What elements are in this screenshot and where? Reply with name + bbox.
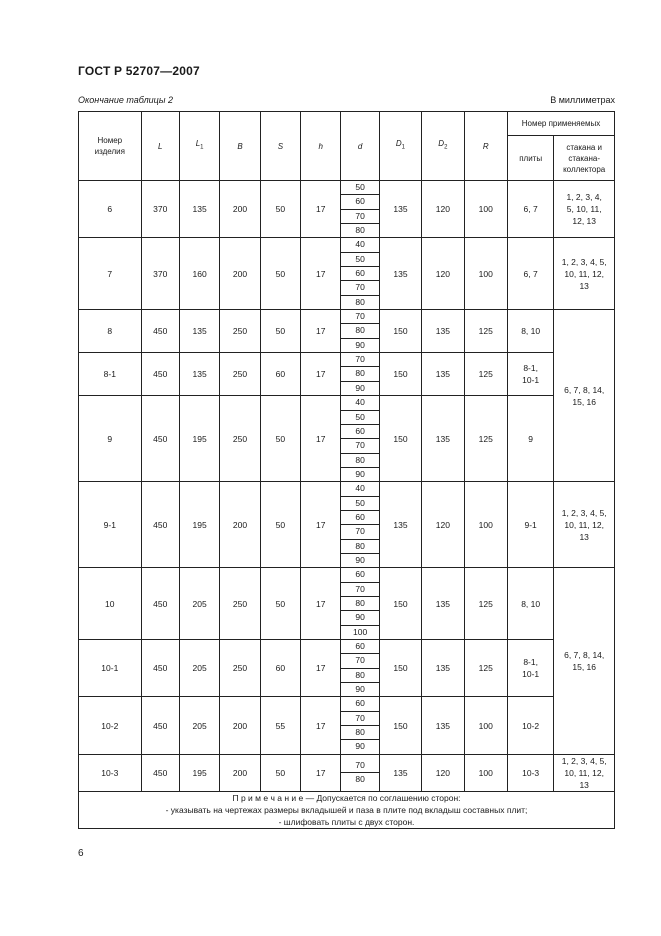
cell-s: 55 (260, 697, 300, 754)
cell-b: 250 (220, 568, 260, 640)
table-note (79, 791, 615, 828)
cell-r: 125 (464, 396, 507, 482)
cell-d-value: 90 (341, 611, 378, 625)
table-row (79, 482, 615, 568)
cell-d-value: 100 (353, 626, 368, 637)
cell-plates (507, 310, 553, 353)
cell-id: 7 (79, 238, 142, 310)
plates-value: 8, 10 (521, 326, 541, 337)
cell-l1: 195 (179, 396, 219, 482)
glass-collector-line: 15, 16 (572, 662, 596, 673)
cell-d-value: 70 (341, 210, 378, 224)
cell-r: 100 (464, 754, 507, 791)
cell-s: 60 (260, 640, 300, 697)
cell-d-value: 80 (341, 324, 378, 338)
cell-l1: 135 (179, 181, 219, 238)
cell-d-value: 70 (341, 281, 378, 295)
cell-d-value: 90 (355, 684, 365, 695)
plates-value: 10-2 (522, 720, 540, 731)
cell-d2: 135 (422, 353, 464, 396)
cell-l1: 205 (179, 568, 219, 640)
cell-plates (507, 181, 553, 238)
cell-id: 9-1 (79, 482, 142, 568)
cell-d-list (341, 697, 379, 754)
glass-collector-line: 1, 2, 3, 4, (566, 192, 602, 203)
plates-value: 9-1 (524, 519, 537, 530)
table-body (79, 181, 615, 792)
cell-glass-collector (554, 482, 615, 568)
plates-value: 6, 7 (523, 204, 538, 215)
cell-glass-collector (554, 568, 615, 754)
cell-d2: 120 (422, 482, 464, 568)
cell-l: 450 (141, 310, 179, 353)
cell-l: 450 (141, 754, 179, 791)
note-cell (79, 791, 615, 828)
glass-collector-line: 10, 11, 12, (564, 268, 604, 279)
cell-d-value: 60 (341, 697, 378, 711)
cell-d-value: 90 (355, 468, 365, 479)
cell-plates (507, 238, 553, 310)
cell-l: 450 (141, 353, 179, 396)
cell-d2: 135 (422, 640, 464, 697)
header-D2: $D_2$ (422, 112, 464, 181)
table-row (79, 181, 615, 238)
cell-l1: 195 (179, 754, 219, 791)
glass-collector-line: 1, 2, 3, 4, 5, (561, 755, 607, 766)
cell-d-value: 60 (341, 511, 378, 525)
table-row (79, 754, 615, 791)
cell-b: 250 (220, 640, 260, 697)
cell-id: 10-3 (79, 754, 142, 791)
cell-r: 125 (464, 640, 507, 697)
header-L1: $L_1$ (179, 112, 219, 181)
cell-d-value: 80 (355, 296, 365, 307)
cell-l: 450 (141, 482, 179, 568)
cell-r: 100 (464, 697, 507, 754)
cell-s: 50 (260, 396, 300, 482)
cell-d1: 150 (379, 353, 421, 396)
cell-d1: 135 (379, 238, 421, 310)
units-label: В миллиметрах (550, 95, 615, 105)
cell-d-value: 50 (341, 497, 378, 511)
cell-plates (507, 640, 553, 697)
cell-d-value: 70 (341, 439, 378, 453)
cell-s: 50 (260, 482, 300, 568)
cell-d-value: 60 (341, 267, 378, 281)
table-row (79, 640, 615, 697)
plates-value: 9 (528, 433, 534, 444)
cell-d-list (341, 754, 379, 791)
cell-d-value: 60 (341, 425, 378, 439)
header-d: d (341, 112, 379, 181)
cell-l: 450 (141, 568, 179, 640)
header-applied-numbers: Номер применяемых (507, 112, 614, 136)
glass-collector-line: 12, 13 (572, 216, 596, 227)
cell-id: 10 (79, 568, 142, 640)
cell-d-list (341, 482, 379, 568)
cell-h: 17 (301, 482, 341, 568)
cell-d-value: 40 (341, 238, 378, 252)
cell-d-value: 50 (341, 253, 378, 267)
cell-l1: 205 (179, 640, 219, 697)
plates-value: 8-1, (523, 363, 538, 374)
cell-r: 100 (464, 181, 507, 238)
cell-l: 450 (141, 697, 179, 754)
cell-h: 17 (301, 310, 341, 353)
cell-glass-collector (554, 310, 615, 482)
glass-collector-line: 6, 7, 8, 14, (564, 384, 605, 395)
cell-h: 17 (301, 754, 341, 791)
cell-d1: 150 (379, 568, 421, 640)
note-line: - указывать на чертежах размеры вкладышей и паза в плите под вкладыш составных плит; (165, 804, 528, 815)
glass-collector-line: 15, 16 (572, 396, 596, 407)
cell-d1: 135 (379, 754, 421, 791)
header-glass-collector: стакана и стакана- коллектора (554, 136, 615, 181)
cell-l: 370 (141, 238, 179, 310)
cell-d2: 135 (422, 310, 464, 353)
cell-plates (507, 353, 553, 396)
cell-b: 200 (220, 181, 260, 238)
glass-collector-line: 10, 11, 12, (564, 767, 604, 778)
cell-l: 450 (141, 640, 179, 697)
cell-glass-collector (554, 754, 615, 791)
table-row (79, 310, 615, 353)
cell-id: 8-1 (79, 353, 142, 396)
plates-value-line2: 10-1 (522, 669, 540, 680)
cell-d-value: 70 (341, 310, 378, 324)
cell-d1: 150 (379, 697, 421, 754)
cell-b: 200 (220, 238, 260, 310)
cell-d-value: 80 (341, 540, 378, 554)
cell-l1: 160 (179, 238, 219, 310)
cell-d-value: 70 (341, 583, 378, 597)
header-L: L (141, 112, 179, 181)
cell-d-value: 80 (355, 225, 365, 236)
cell-d-list (341, 396, 379, 482)
cell-d-value: 90 (355, 382, 365, 393)
cell-l1: 135 (179, 353, 219, 396)
cell-glass-collector (554, 181, 615, 238)
cell-b: 200 (220, 482, 260, 568)
header-plates: плиты (507, 136, 553, 181)
cell-d-value: 90 (355, 741, 365, 752)
header-S: S (260, 112, 300, 181)
cell-d-value: 60 (341, 640, 378, 654)
cell-h: 17 (301, 697, 341, 754)
cell-d2: 135 (422, 396, 464, 482)
cell-id: 8 (79, 310, 142, 353)
header-product-number: Номер изделия (79, 112, 142, 181)
cell-d-value: 50 (341, 181, 378, 195)
cell-d-value: 40 (341, 396, 378, 410)
cell-d-value: 90 (355, 339, 365, 350)
cell-plates (507, 396, 553, 482)
cell-d-value: 60 (341, 195, 378, 209)
cell-d2: 135 (422, 697, 464, 754)
cell-r: 100 (464, 482, 507, 568)
glass-collector-line: 13 (579, 280, 589, 291)
page-number: 6 (78, 848, 84, 859)
cell-l: 370 (141, 181, 179, 238)
cell-d-value: 80 (341, 669, 378, 683)
cell-h: 17 (301, 640, 341, 697)
cell-id: 10-1 (79, 640, 142, 697)
cell-d-value: 70 (341, 712, 378, 726)
cell-h: 17 (301, 568, 341, 640)
cell-r: 125 (464, 353, 507, 396)
cell-id: 10-2 (79, 697, 142, 754)
cell-b: 250 (220, 353, 260, 396)
glass-collector-line: 10, 11, 12, (564, 519, 604, 530)
table-caption: Окончание таблицы 2 (78, 95, 173, 105)
cell-d-list (341, 353, 379, 396)
glass-collector-line: 1, 2, 3, 4, 5, (561, 507, 607, 518)
cell-id: 6 (79, 181, 142, 238)
cell-l: 450 (141, 396, 179, 482)
note-line: П р и м е ч а н и е — Допускается по соглашению сторон: (232, 792, 461, 803)
cell-d-value: 70 (341, 525, 378, 539)
cell-d-list (341, 310, 379, 353)
cell-d-value: 70 (341, 353, 378, 367)
header-D1: $D_1$ (379, 112, 421, 181)
table-row (79, 697, 615, 754)
cell-d-list (341, 568, 379, 640)
cell-d1: 135 (379, 181, 421, 238)
table-row (79, 238, 615, 310)
cell-r: 125 (464, 568, 507, 640)
cell-plates (507, 697, 553, 754)
cell-l1: 135 (179, 310, 219, 353)
plates-value-line2: 10-1 (522, 375, 540, 386)
cell-s: 50 (260, 754, 300, 791)
cell-d-list (341, 640, 379, 697)
note-line: - шлифовать плиты с двух сторон. (278, 816, 415, 827)
table-row (79, 353, 615, 396)
cell-s: 50 (260, 181, 300, 238)
glass-collector-line: 13 (579, 531, 589, 542)
cell-d1: 135 (379, 482, 421, 568)
plates-value: 8, 10 (521, 598, 541, 609)
cell-d1: 150 (379, 640, 421, 697)
cell-d-value: 80 (341, 367, 378, 381)
cell-d2: 120 (422, 754, 464, 791)
cell-d2: 135 (422, 568, 464, 640)
plates-value: 6, 7 (523, 268, 538, 279)
cell-b: 200 (220, 697, 260, 754)
table-header (79, 112, 615, 181)
cell-h: 17 (301, 396, 341, 482)
cell-r: 125 (464, 310, 507, 353)
cell-plates (507, 482, 553, 568)
glass-collector-line: 1, 2, 3, 4, 5, (561, 256, 607, 267)
cell-d2: 120 (422, 238, 464, 310)
cell-s: 60 (260, 353, 300, 396)
cell-d1: 150 (379, 310, 421, 353)
cell-d-value: 80 (355, 774, 365, 785)
cell-b: 250 (220, 396, 260, 482)
cell-glass-collector (554, 238, 615, 310)
cell-l1: 195 (179, 482, 219, 568)
cell-d-value: 90 (355, 554, 365, 565)
cell-h: 17 (301, 181, 341, 238)
cell-b: 200 (220, 754, 260, 791)
cell-plates (507, 568, 553, 640)
table-row (79, 396, 615, 482)
cell-d-value: 70 (341, 759, 378, 773)
cell-s: 50 (260, 238, 300, 310)
cell-b: 250 (220, 310, 260, 353)
cell-h: 17 (301, 238, 341, 310)
header-h: h (301, 112, 341, 181)
plates-value: 10-3 (522, 767, 540, 778)
cell-d-value: 80 (341, 597, 378, 611)
header-R: R (464, 112, 507, 181)
cell-d-value: 40 (341, 482, 378, 496)
glass-collector-line: 13 (579, 779, 589, 790)
table-row (79, 568, 615, 640)
cell-d-list (341, 181, 379, 238)
cell-d-value: 80 (341, 454, 378, 468)
cell-d-value: 80 (341, 726, 378, 740)
glass-collector-line: 6, 7, 8, 14, (564, 650, 605, 661)
cell-s: 50 (260, 568, 300, 640)
cell-r: 100 (464, 238, 507, 310)
plates-value: 8-1, (523, 657, 538, 668)
document-title: ГОСТ Р 52707—2007 (78, 64, 200, 78)
cell-plates (507, 754, 553, 791)
cell-d-value: 70 (341, 654, 378, 668)
cell-d-list (341, 238, 379, 310)
cell-d2: 120 (422, 181, 464, 238)
header-B: B (220, 112, 260, 181)
cell-d-value: 50 (341, 411, 378, 425)
dimensions-table (78, 111, 615, 829)
cell-h: 17 (301, 353, 341, 396)
cell-s: 50 (260, 310, 300, 353)
cell-l1: 205 (179, 697, 219, 754)
cell-id: 9 (79, 396, 142, 482)
cell-d-value: 60 (341, 568, 378, 582)
glass-collector-line: 5, 10, 11, (566, 204, 602, 215)
cell-d1: 150 (379, 396, 421, 482)
